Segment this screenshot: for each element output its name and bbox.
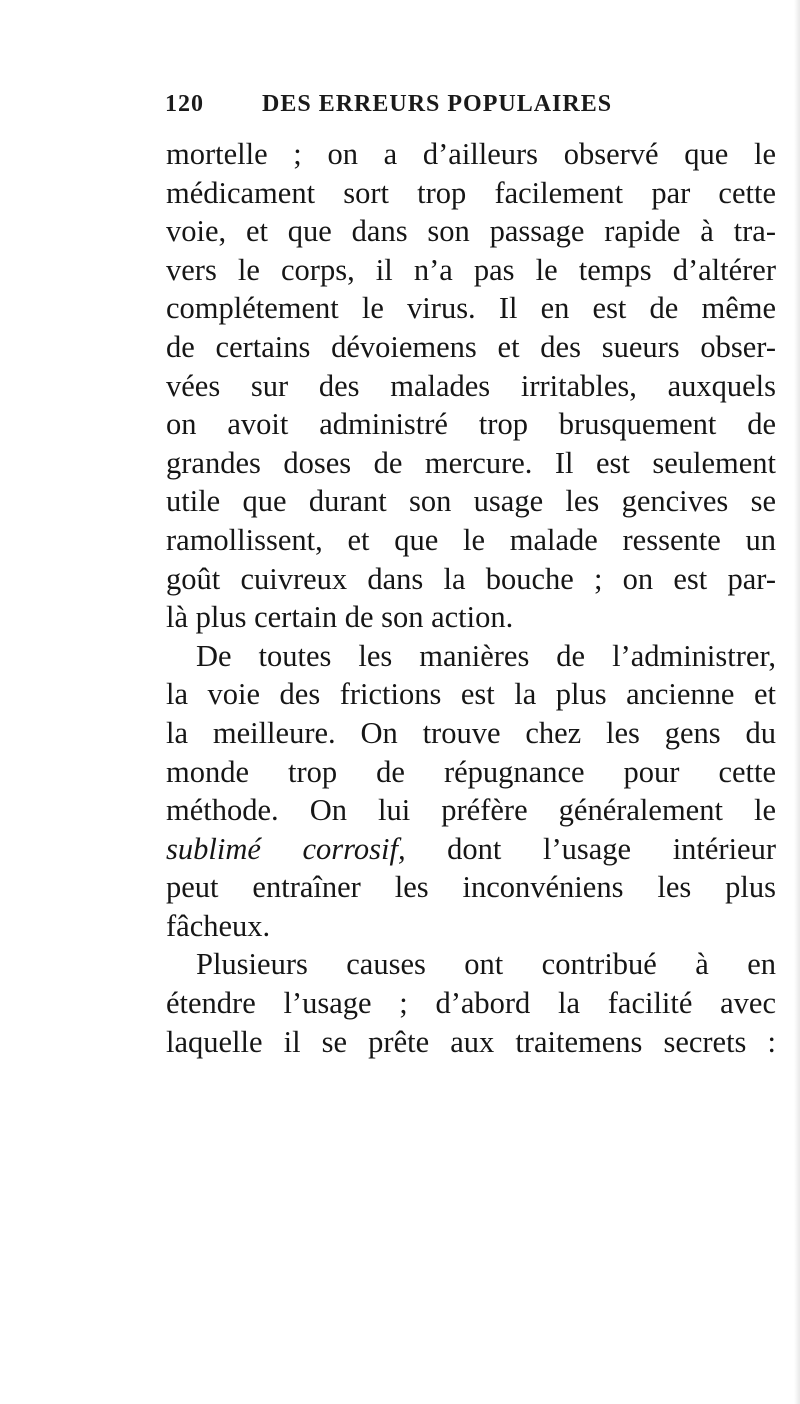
text-span: dont l’usage intérieur (405, 831, 777, 866)
text-line: on avoit administré trop brusquement de (166, 407, 776, 442)
text-line: la meilleure. On trouve chez les gens du (166, 715, 776, 750)
text-line: Plusieurs causes ont contribué à en (196, 947, 776, 982)
text-line: vées sur des malades irritables, auxquels (166, 368, 776, 403)
italic-term: sublimé corrosif, (166, 831, 406, 866)
text-line: utile que durant son usage les gencives se (166, 484, 776, 519)
text-line: de certains dévoiemens et des sueurs obser- (166, 329, 776, 364)
page-edge-shadow (794, 0, 800, 1404)
running-title: DES ERREURS POPULAIRES (262, 91, 613, 117)
text-line: peut entraîner les inconvéniens les plus (166, 870, 776, 905)
text-line: voie, et que dans son passage rapide à tra- (166, 214, 776, 249)
text-line: médicament sort trop facilement par cette (166, 175, 776, 210)
body-text (166, 135, 776, 1061)
text-line: monde trop de répugnance pour cette (166, 754, 776, 789)
text-line: laquelle il se prête aux traitemens secrets : (166, 1024, 776, 1059)
text-line: méthode. On lui préfère généralement le (166, 793, 776, 828)
text-line: mortelle ; on a d’ailleurs observé que le (166, 137, 776, 171)
page-number: 120 (165, 91, 204, 117)
page-header (165, 91, 635, 123)
text-line: goût cuivreux dans la bouche ; on est par- (166, 561, 776, 596)
text-line: De toutes les manières de l’administrer, (196, 638, 776, 673)
text-line: grandes doses de mercure. Il est seulement (166, 445, 776, 480)
text-line: là plus certain de son action. (166, 600, 514, 635)
text-line: étendre l’usage ; d’abord la facilité avec (166, 986, 776, 1021)
text-line: fâcheux. (166, 908, 271, 943)
text-line: complétement le virus. Il en est de même (166, 291, 776, 326)
text-line: ramollissent, et que le malade ressente un (166, 522, 776, 557)
text-line-italic (166, 830, 776, 869)
text-line: vers le corps, il n’a pas le temps d’altérer (166, 252, 776, 287)
text-line: la voie des frictions est la plus ancienne et (166, 677, 776, 712)
